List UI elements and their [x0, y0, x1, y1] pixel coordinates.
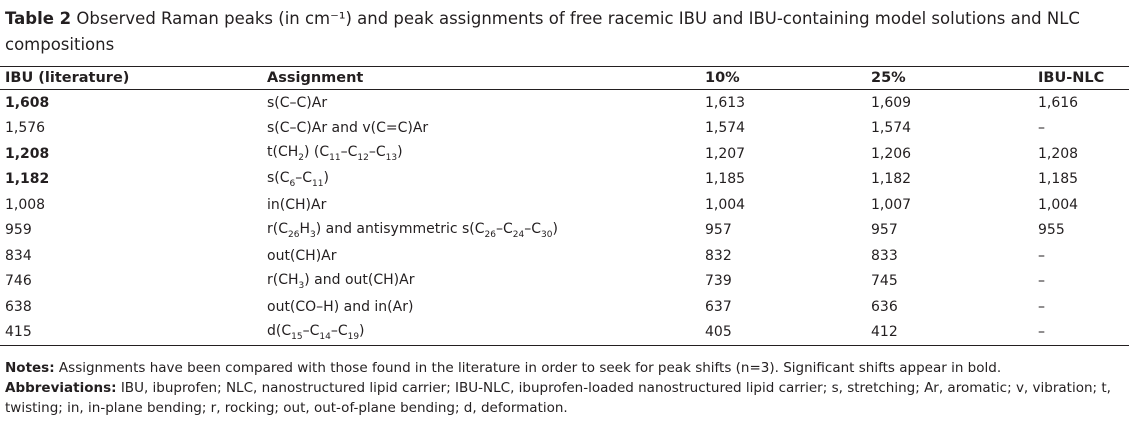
assignment-text: –C: [302, 322, 320, 339]
cell-ibu-literature: 1,008: [5, 196, 46, 213]
table-row: [0, 294, 1129, 320]
cell-10-percent: 405: [705, 324, 732, 341]
assignment-text: s(C–C)Ar and v(C=C)Ar: [267, 120, 429, 137]
table-footnotes: [5, 358, 1123, 418]
abbreviations-line: [5, 378, 1123, 418]
cell-assignment: [262, 192, 700, 218]
cell-ibu-literature: 1,608: [5, 94, 50, 111]
cell-ibu-literature: 1,208: [5, 145, 50, 162]
cell-10-percent: 1,207: [705, 145, 746, 162]
assignment-subscript: 11: [329, 153, 341, 164]
assignment-subscript: 14: [319, 331, 331, 342]
assignment-text: t(CH: [267, 144, 299, 161]
cell-ibu-nlc: 1,616: [1038, 94, 1079, 111]
abbreviations-label: Abbreviations:: [5, 380, 117, 396]
cell-25-percent: 1,206: [871, 145, 912, 162]
cell-assignment: [262, 243, 700, 269]
cell-ibu-nlc: –: [1038, 273, 1045, 290]
assignment-text: d(C: [267, 322, 292, 339]
cell-25-percent: 636: [871, 298, 898, 315]
cell-10-percent: 739: [705, 273, 732, 290]
cell-10-percent: 1,613: [705, 94, 746, 111]
cell-ibu-nlc: –: [1038, 247, 1045, 264]
assignment-subscript: 6: [289, 178, 296, 189]
cell-ibu-literature: 415: [5, 324, 32, 341]
cell-25-percent: 1,609: [871, 94, 912, 111]
header-row: [0, 67, 1129, 90]
table-row: [0, 192, 1129, 218]
cell-25-percent: 957: [871, 222, 898, 239]
raman-peaks-table: [0, 66, 1129, 346]
header-assignment: Assignment: [267, 70, 364, 86]
table-row: [0, 167, 1129, 193]
cell-assignment: [262, 141, 700, 167]
assignment-subscript: 30: [541, 229, 553, 240]
cell-10-percent: 1,185: [705, 171, 746, 188]
cell-25-percent: 833: [871, 247, 898, 264]
assignment-subscript: 3: [298, 280, 305, 291]
table-caption: [5, 6, 1123, 58]
header-10-percent: 10%: [705, 70, 740, 86]
cell-assignment: [262, 116, 700, 142]
assignment-text: r(CH: [267, 271, 299, 288]
assignment-text: –C: [295, 169, 313, 186]
cell-assignment: [262, 218, 700, 244]
assignment-subscript: 26: [484, 229, 496, 240]
assignment-subscript: 15: [291, 331, 303, 342]
cell-ibu-nlc: 1,004: [1038, 196, 1079, 213]
cell-ibu-nlc: –: [1038, 298, 1045, 315]
cell-assignment: [262, 294, 700, 320]
cell-assignment: [262, 320, 700, 346]
table-row: [0, 243, 1129, 269]
cell-ibu-literature: 746: [5, 273, 32, 290]
assignment-text: out(CO–H) and in(Ar): [267, 298, 414, 315]
cell-10-percent: 637: [705, 298, 732, 315]
assignment-text: s(C: [267, 169, 290, 186]
assignment-subscript: 24: [512, 229, 525, 240]
cell-ibu-nlc: –: [1038, 324, 1045, 341]
assignment-text: ): [552, 220, 558, 237]
cell-ibu-literature: 1,182: [5, 171, 50, 188]
cell-ibu-literature: 638: [5, 298, 32, 315]
assignment-subscript: 11: [312, 178, 324, 189]
assignment-text: s(C–C)Ar: [267, 94, 328, 111]
cell-10-percent: 957: [705, 222, 732, 239]
assignment-text: –C: [340, 144, 358, 161]
cell-ibu-literature: 959: [5, 222, 32, 239]
cell-25-percent: 1,007: [871, 196, 912, 213]
cell-ibu-nlc: 1,208: [1038, 145, 1079, 162]
cell-10-percent: 1,004: [705, 196, 746, 213]
assignment-text: ) (C: [304, 144, 330, 161]
abbreviations-text: IBU, ibuprofen; NLC, nanostructured lipid carrier; IBU-NLC, ibuprofen-loaded nanostructured lipid carrier; s, stretching; Ar, aromatic; v, vibration; t, twisting; in, in-plane bending; r, rocking; out, out-of-plane bending; d, deformation.: [5, 380, 1111, 416]
assignment-text: ): [359, 322, 365, 339]
assignment-subscript: 3: [309, 229, 316, 240]
assignment-subscript: 19: [347, 331, 360, 342]
cell-25-percent: 1,574: [871, 120, 912, 137]
notes-line: [5, 358, 1123, 378]
assignment-text: ) and antisymmetric s(C: [315, 220, 485, 237]
assignment-text: ) and out(CH)Ar: [304, 271, 415, 288]
assignment-text: –C: [524, 220, 542, 237]
assignment-text: –C: [330, 322, 348, 339]
table-row: [0, 90, 1129, 116]
notes-label: Notes:: [5, 360, 55, 376]
assignment-text: r(C: [267, 220, 288, 237]
notes-text: Assignments have been compared with those found in the literature in order to seek for peak shifts (n=3). Significant shifts appear in bold.: [58, 360, 1002, 376]
cell-assignment: [262, 269, 700, 295]
cell-ibu-literature: 834: [5, 247, 32, 264]
cell-ibu-literature: 1,576: [5, 120, 46, 137]
cell-ibu-nlc: –: [1038, 120, 1045, 137]
header-ibu-literature: IBU (literature): [5, 70, 130, 86]
cell-assignment: [262, 167, 700, 193]
table-row: [0, 218, 1129, 244]
assignment-subscript: 12: [357, 153, 369, 164]
cell-10-percent: 1,574: [705, 120, 746, 137]
assignment-subscript: 2: [298, 153, 304, 164]
cell-ibu-nlc: 1,185: [1038, 171, 1079, 188]
table-row: [0, 269, 1129, 295]
assignment-subscript: 26: [288, 229, 300, 240]
table-row: [0, 141, 1129, 167]
assignment-text: in(CH)Ar: [267, 196, 327, 213]
assignment-subscript: 13: [385, 153, 398, 164]
cell-assignment: [262, 90, 700, 116]
assignment-text: –C: [496, 220, 513, 237]
cell-25-percent: 412: [871, 324, 898, 341]
table-body: [0, 90, 1129, 346]
caption-text: Observed Raman peaks (in cm⁻¹) and peak assignments of free racemic IBU and IBU-containing model solutions and NLC compositions: [5, 9, 1080, 54]
cell-25-percent: 745: [871, 273, 898, 290]
assignment-text: ): [397, 144, 403, 161]
table-label: Table 2: [5, 9, 72, 28]
table-row: [0, 320, 1129, 346]
assignment-text: H: [299, 220, 310, 237]
header-25-percent: 25%: [871, 70, 906, 86]
cell-10-percent: 832: [705, 247, 732, 264]
header-ibu-nlc: IBU-NLC: [1038, 70, 1105, 86]
assignment-text: –C: [368, 144, 386, 161]
cell-ibu-nlc: 955: [1038, 222, 1065, 239]
assignment-text: ): [323, 169, 329, 186]
cell-25-percent: 1,182: [871, 171, 912, 188]
assignment-text: out(CH)Ar: [267, 247, 337, 264]
table-row: [0, 116, 1129, 142]
